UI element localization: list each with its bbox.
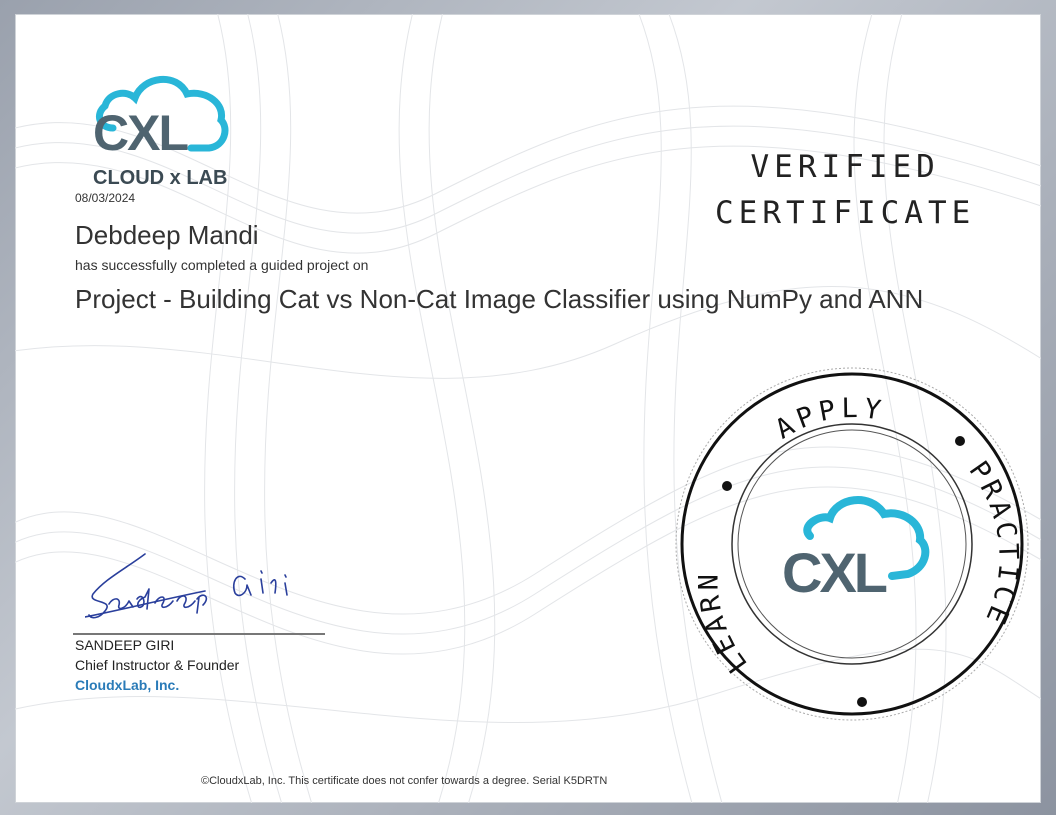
footer-disclaimer: ©CloudxLab, Inc. This certificate does not confer towards a degree. Serial K5DRTN <box>201 775 608 787</box>
seal-dot-icon <box>857 697 867 707</box>
signature-image <box>85 549 315 639</box>
seal-word-practice: PRACTICE <box>962 455 1024 632</box>
svg-text:CXL: CXL <box>782 541 885 604</box>
issue-date: 08/03/2024 <box>75 191 136 205</box>
heading-line-certificate: CERTIFICATE <box>715 195 976 231</box>
seal-dot-icon <box>722 481 732 491</box>
seal-word-learn: LEARN <box>693 570 754 679</box>
signature-line <box>73 633 325 635</box>
cloudxlab-logo <box>91 70 251 195</box>
seal-word-apply: APPLY <box>770 392 888 446</box>
heading-line-verified: VERIFIED <box>750 149 940 185</box>
signer-name: SANDEEP GIRI <box>75 637 175 653</box>
company-link[interactable]: CloudxLab, Inc. <box>75 677 180 693</box>
signer-title: Chief Instructor & Founder <box>75 657 240 673</box>
seal-cxl-logo-icon <box>782 500 925 604</box>
recipient-name: Debdeep Mandi <box>75 220 259 250</box>
certificate-heading <box>715 144 975 236</box>
learn-apply-practice-seal <box>665 356 1041 736</box>
seal-dot-icon <box>955 436 965 446</box>
logo-mark: CXL <box>93 105 187 161</box>
certificate-paper <box>15 14 1041 803</box>
completion-text: has successfully completed a guided project on <box>75 257 369 273</box>
logo-wordmark: CLOUD x LAB <box>93 167 228 189</box>
project-title: Project - Building Cat vs Non-Cat Image Classifier using NumPy and ANN <box>75 284 924 314</box>
